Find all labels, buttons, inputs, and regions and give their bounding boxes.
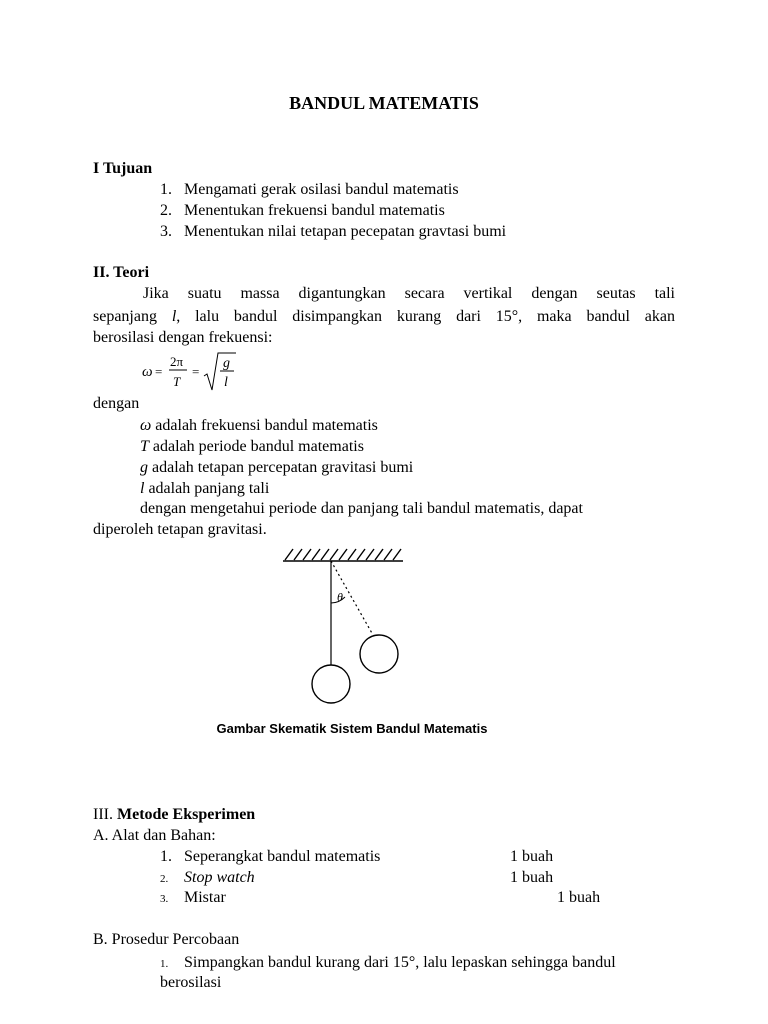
section-tujuan-heading: I Tujuan bbox=[93, 160, 153, 177]
equipment-qty: 1 buah bbox=[557, 889, 601, 906]
definition-text: adalah periode bandul matematis bbox=[148, 438, 364, 455]
formula-omega: ω bbox=[142, 364, 153, 380]
definition-text: adalah panjang tali bbox=[144, 480, 270, 497]
equipment-item bbox=[160, 848, 380, 866]
formula-l: l bbox=[224, 375, 228, 390]
list-number: 1. bbox=[160, 181, 172, 198]
section-teori-heading: II. Teori bbox=[93, 264, 150, 281]
figure-caption: Gambar Skematik Sistem Bandul Matematis bbox=[216, 721, 488, 736]
heading-prefix: III. bbox=[93, 806, 113, 823]
definition-omega bbox=[140, 417, 378, 435]
list-number: 2. bbox=[160, 202, 172, 219]
conclusion-line: diperoleh tetapan gravitasi. bbox=[93, 521, 267, 538]
definition-l bbox=[140, 480, 269, 498]
equipment-item bbox=[160, 889, 226, 907]
pendulum-bob-rest bbox=[312, 665, 350, 703]
formula-equals-2: = bbox=[192, 364, 200, 379]
formula-numerator: 2π bbox=[170, 354, 184, 369]
symbol-l: l bbox=[140, 480, 145, 497]
definition-text: adalah frekuensi bandul matematis bbox=[151, 417, 378, 434]
frequency-formula bbox=[140, 350, 250, 394]
list-item bbox=[160, 202, 445, 220]
list-item bbox=[160, 181, 459, 199]
heading-text: Metode Eksperimen bbox=[112, 806, 256, 823]
subsection-prosedur: B. Prosedur Percobaan bbox=[93, 931, 240, 948]
dengan-label: dengan bbox=[93, 395, 140, 412]
definition-T bbox=[140, 438, 364, 456]
definition-g bbox=[140, 459, 413, 477]
equipment-name: Stop watch bbox=[184, 869, 255, 886]
procedure-text: Simpangkan bandul kurang dari 15°, lalu lepaskan sehingga bandul bbox=[184, 954, 616, 971]
subsection-alat: A. Alat dan Bahan: bbox=[93, 827, 216, 844]
list-number: 1. bbox=[160, 848, 172, 865]
paragraph-line bbox=[93, 308, 675, 326]
list-number: 3. bbox=[160, 223, 172, 240]
section-metode-heading bbox=[93, 806, 255, 824]
variable-l: l bbox=[171, 308, 177, 325]
list-number: 2. bbox=[160, 873, 169, 885]
page-title: BANDUL MATEMATIS bbox=[289, 93, 479, 113]
symbol-T: T bbox=[140, 438, 149, 455]
procedure-continuation: berosilasi bbox=[160, 974, 222, 991]
symbol-g: g bbox=[140, 459, 148, 476]
paragraph-line: berosilasi dengan frekuensi: bbox=[93, 329, 273, 346]
list-number: 3. bbox=[160, 893, 169, 905]
equipment-item bbox=[160, 869, 255, 887]
equipment-name: Seperangkat bandul matematis bbox=[184, 848, 381, 865]
list-item bbox=[160, 223, 506, 241]
equipment-name: Mistar bbox=[184, 889, 226, 906]
equipment-qty: 1 buah bbox=[510, 848, 554, 865]
text-fragment: sepanjang bbox=[93, 308, 157, 325]
text-fragment: , lalu bandul disimpangkan kurang dari 15°, maka bandul akan bbox=[176, 308, 676, 325]
formula-denominator: T bbox=[173, 374, 181, 389]
theta-label: θ bbox=[337, 590, 343, 604]
procedure-step bbox=[160, 954, 616, 972]
equipment-qty: 1 buah bbox=[510, 869, 554, 886]
ceiling-hatch bbox=[283, 549, 403, 561]
list-text: Mengamati gerak osilasi bandul matematis bbox=[184, 181, 459, 198]
pendulum-bob-displaced bbox=[360, 635, 398, 673]
symbol-omega: ω bbox=[140, 417, 152, 434]
conclusion-line: dengan mengetahui periode dan panjang tali bandul matematis, dapat bbox=[140, 500, 583, 517]
list-text: Menentukan nilai tetapan pecepatan gravtasi bumi bbox=[184, 223, 507, 240]
formula-g: g bbox=[223, 356, 230, 371]
definition-text: adalah tetapan percepatan gravitasi bumi bbox=[148, 459, 414, 476]
pendulum-diagram bbox=[275, 543, 415, 708]
list-text: Menentukan frekuensi bandul matematis bbox=[184, 202, 445, 219]
paragraph-line: Jika suatu massa digantungkan secara vertikal dengan seutas tali bbox=[143, 285, 675, 302]
formula-graphic bbox=[140, 350, 250, 394]
list-number: 1. bbox=[160, 958, 169, 970]
formula-equals: = bbox=[155, 364, 163, 379]
